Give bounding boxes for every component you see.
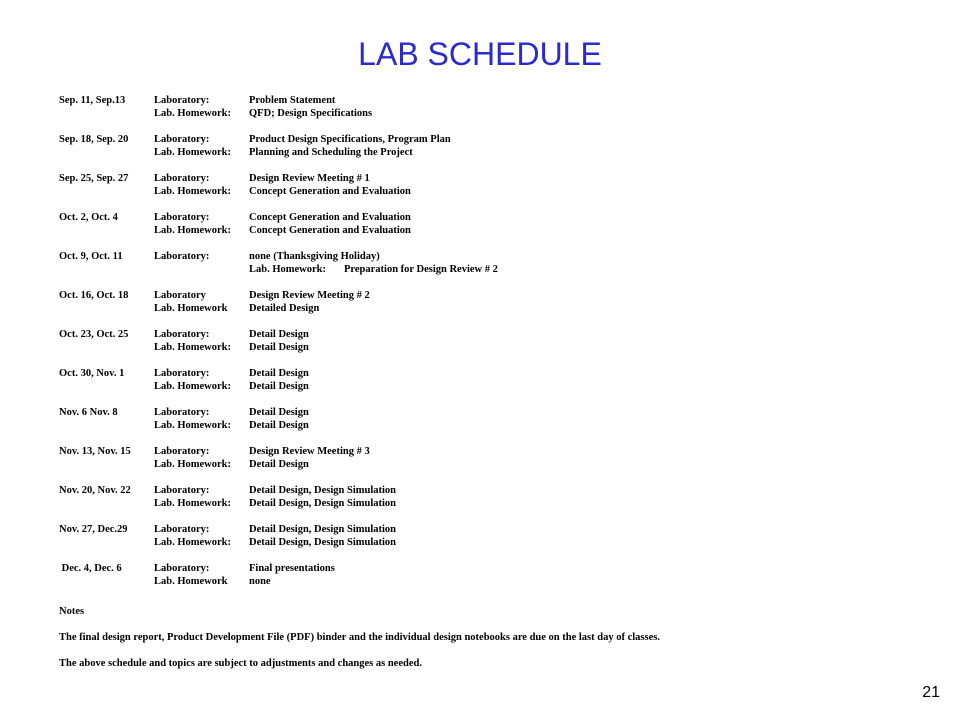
schedule-week xyxy=(59,289,939,315)
notes-heading: Notes xyxy=(59,606,85,617)
homework-topic: Detail Design xyxy=(249,342,309,353)
schedule-week xyxy=(59,94,939,120)
lab-label: Laboratory: xyxy=(154,95,210,106)
homework-topic: Detailed Design xyxy=(249,303,320,314)
week-dates: Sep. 18, Sep. 20 xyxy=(59,134,129,145)
homework-topic: Detail Design, Design Simulation xyxy=(249,498,397,509)
lab-label: Laboratory: xyxy=(154,485,210,496)
lab-label: Laboratory: xyxy=(154,407,210,418)
week-dates: Dec. 4, Dec. 6 xyxy=(59,563,122,574)
homework-topic: Detail Design xyxy=(249,420,309,431)
week-dates: Nov. 6 Nov. 8 xyxy=(59,407,118,418)
schedule-week xyxy=(59,562,939,588)
homework-label: Lab. Homework: xyxy=(154,498,231,509)
homework-label: Lab. Homework xyxy=(154,576,228,587)
homework-label: Lab. Homework: xyxy=(154,420,231,431)
notes-section xyxy=(59,605,939,670)
lab-topic: Design Review Meeting # 1 xyxy=(249,173,370,184)
lab-topic: Final presentations xyxy=(249,563,335,574)
lab-label: Laboratory: xyxy=(154,329,210,340)
week-dates: Oct. 9, Oct. 11 xyxy=(59,251,123,262)
schedule-week xyxy=(59,211,939,237)
schedule-list xyxy=(59,94,939,601)
homework-label: Lab. Homework: xyxy=(154,459,231,470)
homework-topic: Concept Generation and Evaluation xyxy=(249,186,411,197)
note-line: The above schedule and topics are subject to adjustments and changes as needed. xyxy=(59,658,422,669)
schedule-week xyxy=(59,406,939,432)
homework-label: Lab. Homework: xyxy=(154,225,231,236)
homework-topic: Detail Design xyxy=(249,459,309,470)
week-dates: Sep. 25, Sep. 27 xyxy=(59,173,129,184)
homework-topic: QFD; Design Specifications xyxy=(249,108,373,119)
schedule-week xyxy=(59,445,939,471)
homework-label: Lab. Homework: xyxy=(154,186,231,197)
week-dates: Sep. 11, Sep.13 xyxy=(59,95,126,106)
homework-topic: Preparation for Design Review # 2 xyxy=(344,264,498,275)
week-dates: Nov. 13, Nov. 15 xyxy=(59,446,131,457)
schedule-week xyxy=(59,172,939,198)
homework-topic: Detail Design, Design Simulation xyxy=(249,537,397,548)
lab-topic: Problem Statement xyxy=(249,95,336,106)
homework-label: Lab. Homework: xyxy=(154,381,231,392)
homework-topic: Concept Generation and Evaluation xyxy=(249,225,411,236)
page-title: LAB SCHEDULE xyxy=(358,36,602,72)
week-dates: Oct. 2, Oct. 4 xyxy=(59,212,118,223)
schedule-week xyxy=(59,367,939,393)
week-dates: Oct. 30, Nov. 1 xyxy=(59,368,125,379)
homework-topic: Planning and Scheduling the Project xyxy=(249,147,413,158)
lab-topic: Concept Generation and Evaluation xyxy=(249,212,411,223)
lab-label: Laboratory: xyxy=(154,368,210,379)
page-number: 21 xyxy=(922,684,940,701)
lab-topic: Detail Design xyxy=(249,329,309,340)
lab-topic: Detail Design, Design Simulation xyxy=(249,524,397,535)
lab-topic: Design Review Meeting # 3 xyxy=(249,446,370,457)
homework-topic: Detail Design xyxy=(249,381,309,392)
week-dates: Oct. 16, Oct. 18 xyxy=(59,290,129,301)
homework-topic: none xyxy=(249,576,271,587)
lab-label: Laboratory: xyxy=(154,134,210,145)
lab-label: Laboratory xyxy=(154,290,206,301)
week-dates: Oct. 23, Oct. 25 xyxy=(59,329,129,340)
lab-label: Laboratory: xyxy=(154,173,210,184)
homework-label: Lab. Homework: xyxy=(249,264,326,275)
schedule-week xyxy=(59,328,939,354)
homework-label: Lab. Homework: xyxy=(154,537,231,548)
lab-label: Laboratory: xyxy=(154,563,210,574)
homework-label: Lab. Homework xyxy=(154,303,228,314)
lab-topic: Design Review Meeting # 2 xyxy=(249,290,370,301)
week-dates: Nov. 20, Nov. 22 xyxy=(59,485,131,496)
lab-topic: Detail Design xyxy=(249,368,309,379)
lab-label: Laboratory: xyxy=(154,251,210,262)
homework-label: Lab. Homework: xyxy=(154,147,231,158)
lab-label: Laboratory: xyxy=(154,524,210,535)
schedule-week xyxy=(59,133,939,159)
note-line: The final design report, Product Development File (PDF) binder and the individual design notebooks are due on the last day of classes. xyxy=(59,632,660,643)
homework-label: Lab. Homework: xyxy=(154,342,231,353)
lab-topic: none (Thanksgiving Holiday) xyxy=(249,251,380,262)
schedule-week xyxy=(59,523,939,549)
lab-topic: Detail Design, Design Simulation xyxy=(249,485,397,496)
lab-label: Laboratory: xyxy=(154,212,210,223)
week-dates: Nov. 27, Dec.29 xyxy=(59,524,128,535)
schedule-week xyxy=(59,250,939,276)
schedule-week xyxy=(59,484,939,510)
lab-topic: Product Design Specifications, Program Plan xyxy=(249,134,451,145)
lab-label: Laboratory: xyxy=(154,446,210,457)
lab-topic: Detail Design xyxy=(249,407,309,418)
homework-label: Lab. Homework: xyxy=(154,108,231,119)
